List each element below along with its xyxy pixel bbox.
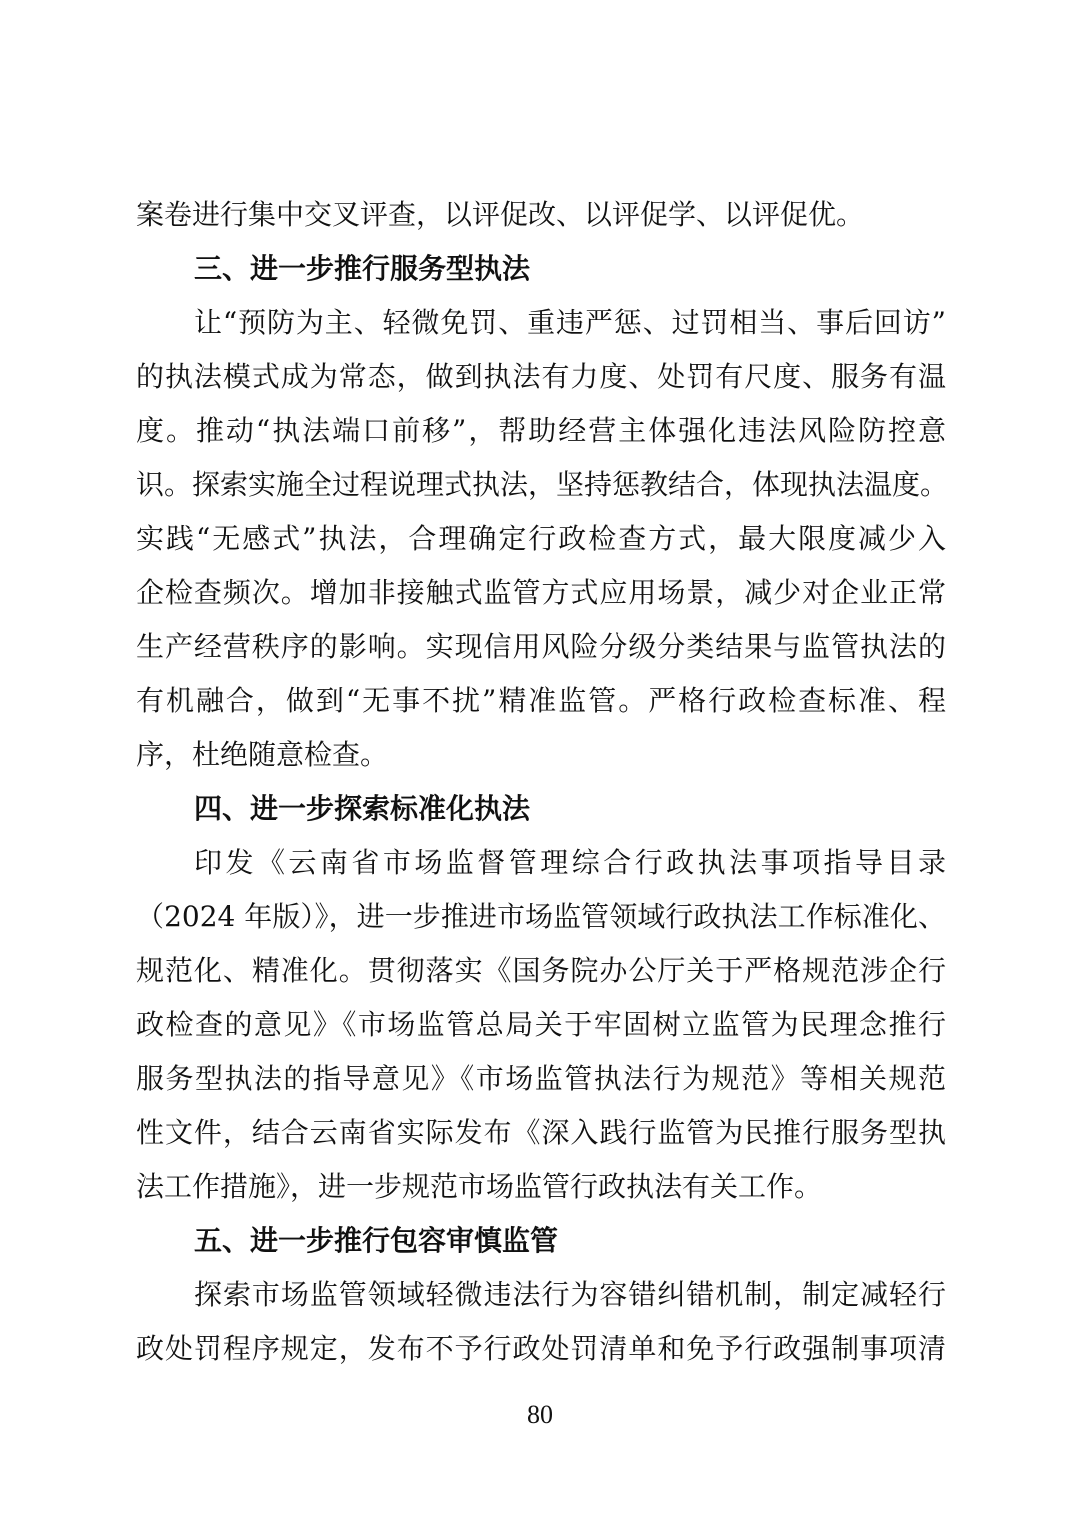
section-heading-3: 三、进一步推行服务型执法 — [194, 252, 531, 285]
paragraph-line: 识。探索实施全过程说理式执法，坚持惩教结合，体现执法温度。 — [136, 468, 949, 501]
paragraph-line: 服务型执法的指导意见》《市场监管执法行为规范》等相关规范 — [136, 1062, 946, 1095]
paragraph-line: 实践“无感式”执法，合理确定行政检查方式，最大限度减少入 — [136, 522, 946, 555]
section-heading-5: 五、进一步推行包容审慎监管 — [194, 1224, 559, 1257]
paragraph-line: 有机融合，做到“无事不扰”精准监管。严格行政检查标准、程 — [136, 684, 946, 717]
paragraph-line: 印发《云南省市场监督管理综合行政执法事项指导目录 — [194, 846, 946, 879]
paragraph-line: 探索市场监管领域轻微违法行为容错纠错机制，制定减轻行 — [194, 1278, 946, 1311]
paragraph-line: 度。推动“执法端口前移”，帮助经营主体强化违法风险防控意 — [136, 414, 946, 447]
section-heading-4: 四、进一步探索标准化执法 — [194, 792, 531, 825]
paragraph-line: 政处罚程序规定，发布不予行政处罚清单和免予行政强制事项清 — [136, 1332, 946, 1365]
paragraph-line: 法工作措施》，进一步规范市场监管行政执法有关工作。 — [136, 1170, 823, 1203]
paragraph-line: 生产经营秩序的影响。实现信用风险分级分类结果与监管执法的 — [136, 630, 946, 663]
paragraph-line: 政检查的意见》《市场监管总局关于牢固树立监管为民理念推行 — [136, 1008, 946, 1041]
paragraph-line: 让“预防为主、轻微免罚、重违严惩、过罚相当、事后回访” — [194, 306, 946, 339]
paragraph-line: 规范化、精准化。贯彻落实《国务院办公厅关于严格规范涉企行 — [136, 954, 946, 987]
paragraph-line: 序，杜绝随意检查。 — [136, 738, 389, 771]
paragraph-line: 企检查频次。增加非接触式监管方式应用场景，减少对企业正常 — [136, 576, 946, 609]
paragraph-line: 案卷进行集中交叉评查，以评促改、以评促学、以评促优。 — [136, 198, 865, 231]
paragraph-line: 性文件，结合云南省实际发布《深入践行监管为民推行服务型执 — [136, 1116, 946, 1149]
body-text — [136, 188, 949, 1376]
page-number: 80 — [527, 1400, 553, 1429]
paragraph-line: （2024 年版）》，进一步推进市场监管领域行政执法工作标准化、 — [136, 900, 946, 933]
paragraph-line: 的执法模式成为常态，做到执法有力度、处罚有尺度、服务有温 — [136, 360, 946, 393]
